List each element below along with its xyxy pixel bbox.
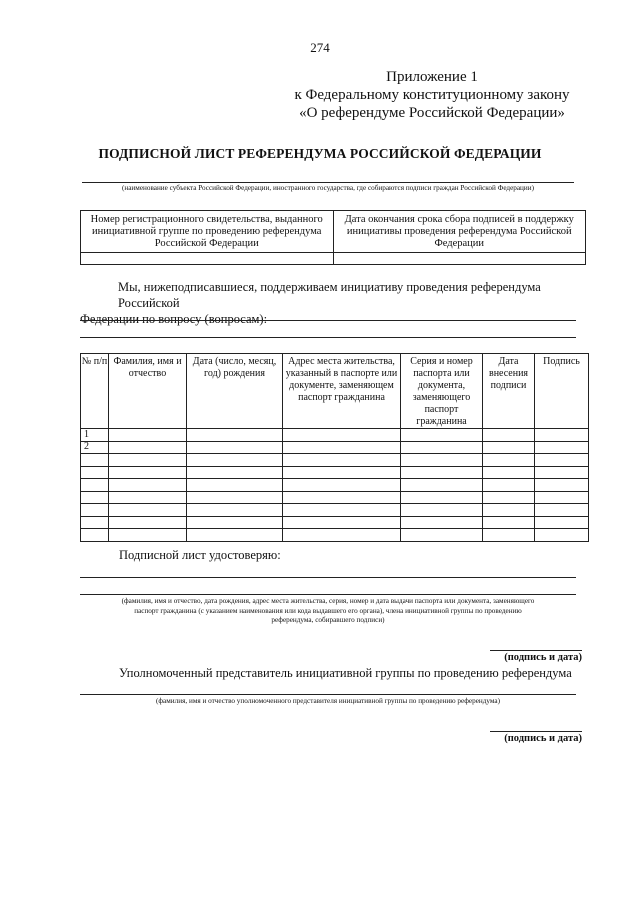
row-number-cell — [81, 454, 109, 467]
signature-entry-cell[interactable] — [401, 504, 483, 517]
col-header-birth-date: Дата (число, месяц, год) рождения — [187, 354, 283, 429]
statement-line2: Федерации по вопросу (вопросам): — [80, 312, 268, 326]
signature-entry-cell[interactable] — [401, 429, 483, 442]
signature-entry-cell[interactable] — [535, 441, 589, 454]
signature-entry-cell[interactable] — [483, 504, 535, 517]
table-row — [81, 529, 589, 542]
signature-entry-cell[interactable] — [109, 516, 187, 529]
signature-entry-cell[interactable] — [535, 504, 589, 517]
signature-entry-cell[interactable] — [283, 529, 401, 542]
signature-entry-cell[interactable] — [283, 491, 401, 504]
signature-entry-cell[interactable] — [401, 466, 483, 479]
certifier-signature-label: (подпись и дата) — [504, 652, 582, 663]
col-header-signature: Подпись — [535, 354, 589, 429]
signature-entry-cell[interactable] — [109, 491, 187, 504]
table-row — [81, 429, 589, 442]
signatures-table — [80, 353, 589, 542]
signature-entry-cell[interactable] — [401, 516, 483, 529]
row-number-cell — [81, 529, 109, 542]
signature-entry-cell[interactable] — [187, 504, 283, 517]
signature-entry-cell[interactable] — [109, 529, 187, 542]
signature-entry-cell[interactable] — [535, 529, 589, 542]
signature-entry-cell[interactable] — [187, 429, 283, 442]
row-number-cell — [81, 479, 109, 492]
signature-entry-cell[interactable] — [483, 466, 535, 479]
col-header-number: № п/п — [81, 354, 109, 429]
signature-entry-cell[interactable] — [401, 441, 483, 454]
table-row — [81, 504, 589, 517]
question-fill-line-2[interactable] — [80, 337, 576, 338]
signature-entry-cell[interactable] — [283, 516, 401, 529]
signature-entry-cell[interactable] — [535, 479, 589, 492]
signature-entry-cell[interactable] — [283, 429, 401, 442]
table-row — [81, 516, 589, 529]
signature-entry-cell[interactable] — [401, 491, 483, 504]
representative-signature-label: (подпись и дата) — [504, 733, 582, 744]
row-number-cell — [81, 491, 109, 504]
row-number-cell — [81, 466, 109, 479]
row-number-cell — [81, 516, 109, 529]
signature-entry-cell[interactable] — [187, 454, 283, 467]
signature-entry-cell[interactable] — [535, 491, 589, 504]
signature-entry-cell[interactable] — [187, 529, 283, 542]
signature-entry-cell[interactable] — [535, 454, 589, 467]
signature-entry-cell[interactable] — [483, 491, 535, 504]
signature-entry-cell[interactable] — [187, 441, 283, 454]
representative-caption: (фамилия, имя и отчество уполномоченного представителя инициативной группы по проведению референдума) — [156, 697, 500, 705]
signature-entry-cell[interactable] — [109, 454, 187, 467]
representative-fill-line[interactable] — [80, 694, 576, 695]
page-number: 274 — [310, 40, 330, 55]
representative-signature-line[interactable] — [490, 731, 582, 732]
row-number-cell: 1 — [81, 429, 109, 442]
appendix-line3: «О референдуме Российской Федерации» — [299, 105, 565, 121]
col-header-passport: Серия и номер паспорта или документа, заменяющего паспорт гражданина — [401, 354, 483, 429]
statement-line1: Мы, нижеподписавшиеся, поддерживаем инициативу проведения референдума Российской — [118, 280, 541, 310]
row-number-cell: 2 — [81, 441, 109, 454]
appendix-line2: к Федеральному конституционному закону — [294, 87, 570, 103]
table-row — [81, 441, 589, 454]
table-row — [81, 466, 589, 479]
signature-entry-cell[interactable] — [483, 479, 535, 492]
table-row — [81, 454, 589, 467]
signature-entry-cell[interactable] — [283, 454, 401, 467]
signature-entry-cell[interactable] — [109, 441, 187, 454]
signature-entry-cell[interactable] — [187, 479, 283, 492]
signature-entry-cell[interactable] — [109, 466, 187, 479]
signature-entry-cell[interactable] — [483, 454, 535, 467]
table-row — [81, 491, 589, 504]
certifier-caption-line2: паспорт гражданина (с указанием наименования или кода выдавшего его органа), члена инициативной группы по проведению — [134, 606, 522, 615]
registration-number-header: Номер регистрационного свидетельства, выданного инициативной группе по проведению референдума Российской Федерации — [81, 211, 334, 253]
signatures-header-row — [81, 354, 589, 429]
signature-entry-cell[interactable] — [535, 466, 589, 479]
signature-entry-cell[interactable] — [109, 429, 187, 442]
document-title: ПОДПИСНОЙ ЛИСТ РЕФЕРЕНДУМА РОССИЙСКОЙ ФЕДЕРАЦИИ — [98, 146, 542, 161]
col-header-address: Адрес места жительства, указанный в паспорте или документе, заменяющем паспорт гражданина — [283, 354, 401, 429]
certify-label: Подписной лист удостоверяю: — [119, 548, 281, 562]
signature-entry-cell[interactable] — [187, 491, 283, 504]
question-fill-line-1[interactable] — [80, 320, 576, 321]
signature-entry-cell[interactable] — [483, 529, 535, 542]
registration-number-cell[interactable] — [81, 253, 334, 265]
certifier-caption-line1: (фамилия, имя и отчество, дата рождения, адрес места жительства, серия, номер и дата выдачи паспорта или документа, заменяющего — [121, 597, 535, 605]
row-number-cell — [81, 504, 109, 517]
certifier-fill-line-2[interactable] — [80, 594, 576, 595]
certifier-signature-line[interactable] — [490, 650, 582, 651]
subject-caption: (наименование субъекта Российской Федерации, иностранного государства, где собираются подписи граждан Российской Федерации) — [122, 184, 534, 192]
col-header-signing-date: Дата внесения подписи — [483, 354, 535, 429]
subject-fill-line[interactable] — [82, 182, 574, 183]
signature-entry-cell[interactable] — [187, 466, 283, 479]
signature-entry-cell[interactable] — [401, 454, 483, 467]
registration-info-table — [80, 210, 586, 265]
signature-entry-cell[interactable] — [401, 529, 483, 542]
signature-entry-cell[interactable] — [483, 429, 535, 442]
signature-entry-cell[interactable] — [283, 441, 401, 454]
signature-entry-cell[interactable] — [401, 479, 483, 492]
certifier-caption — [80, 597, 576, 626]
signature-entry-cell[interactable] — [483, 516, 535, 529]
representative-label: Уполномоченный представитель инициативной группы по проведению референдума — [119, 666, 572, 680]
deadline-date-cell[interactable] — [333, 253, 586, 265]
signature-entry-cell[interactable] — [283, 479, 401, 492]
appendix-header — [282, 68, 582, 122]
deadline-date-header: Дата окончания срока сбора подписей в поддержку инициативы проведения референдума Российской Федерации — [333, 211, 586, 253]
signature-entry-cell[interactable] — [283, 504, 401, 517]
signature-entry-cell[interactable] — [483, 441, 535, 454]
signature-entry-cell[interactable] — [187, 516, 283, 529]
certifier-caption-line3: референдума, собиравшего подписи) — [271, 616, 385, 624]
signature-entry-cell[interactable] — [535, 429, 589, 442]
certifier-fill-line-1[interactable] — [80, 577, 576, 578]
signature-entry-cell[interactable] — [283, 466, 401, 479]
signature-entry-cell[interactable] — [109, 479, 187, 492]
table-row — [81, 479, 589, 492]
col-header-full-name: Фамилия, имя и отчество — [109, 354, 187, 429]
signature-entry-cell[interactable] — [535, 516, 589, 529]
signature-entry-cell[interactable] — [109, 504, 187, 517]
appendix-line1: Приложение 1 — [386, 69, 478, 85]
